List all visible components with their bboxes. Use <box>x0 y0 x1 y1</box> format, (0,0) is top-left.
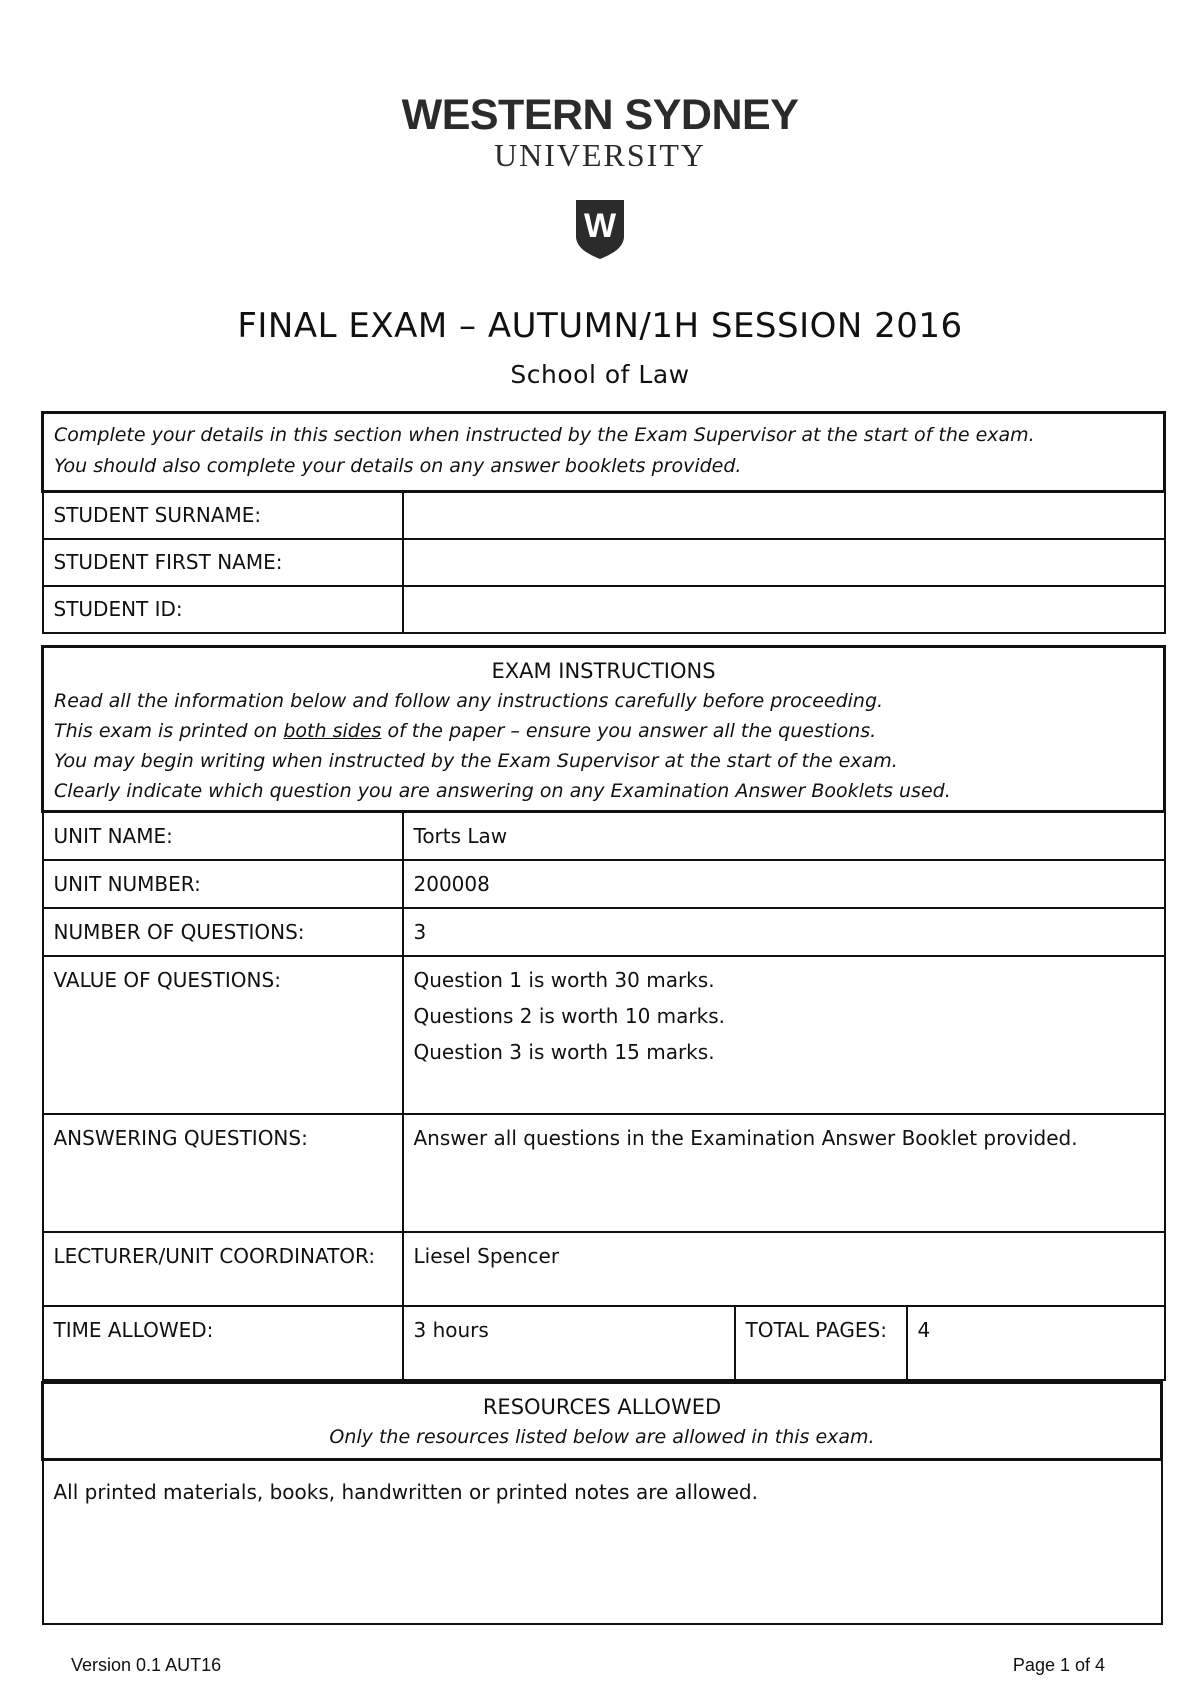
answering-label: ANSWERING QUESTIONS: <box>43 1114 403 1232</box>
unit-number-label: UNIT NUMBER: <box>43 860 403 908</box>
firstname-label: STUDENT FIRST NAME: <box>43 539 403 586</box>
details-intro-line1: Complete your details in this section when instructed by the Exam Supervisor at the start of the exam. <box>54 424 1035 446</box>
both-sides-emphasis: both sides <box>283 720 382 742</box>
instruction-line-2 <box>54 716 1153 746</box>
surname-field[interactable] <box>403 492 1165 540</box>
total-pages-value: 4 <box>907 1306 1165 1380</box>
surname-label: STUDENT SURNAME: <box>43 492 403 540</box>
crest-icon <box>574 198 626 260</box>
instructions-block <box>43 647 1165 812</box>
instruction-line-2-end: of the paper – ensure you answer all the questions. <box>381 720 877 742</box>
resources-subtitle: Only the resources listed below are allowed in this exam. <box>329 1426 875 1448</box>
lecturer-label: LECTURER/UNIT COORDINATOR: <box>43 1232 403 1306</box>
student-id-field[interactable] <box>403 586 1165 633</box>
instruction-line-1: Read all the information below and follow any instructions carefully before proceeding. <box>54 690 884 712</box>
instruction-line-4: Clearly indicate which question you are answering on any Examination Answer Booklets used. <box>54 780 951 802</box>
total-pages-label: TOTAL PAGES: <box>735 1306 907 1380</box>
time-allowed-value: 3 hours <box>403 1306 735 1380</box>
resources-body: All printed materials, books, handwritten or printed notes are allowed. <box>43 1460 1162 1625</box>
version-footer: Version 0.1 AUT16 <box>71 1655 222 1675</box>
instruction-line-2-start: This exam is printed on <box>54 720 284 742</box>
exam-instructions-table <box>41 645 1166 1381</box>
unit-name-value: Torts Law <box>403 812 1165 861</box>
logo-wordmark-line2: UNIVERSITY <box>494 137 706 173</box>
instruction-line-3: You may begin writing when instructed by the Exam Supervisor at the start of the exam. <box>54 750 898 772</box>
lecturer-value: Liesel Spencer <box>403 1232 1165 1306</box>
num-questions-label: NUMBER OF QUESTIONS: <box>43 908 403 956</box>
value-questions-label: VALUE OF QUESTIONS: <box>43 956 403 1114</box>
resources-table <box>41 1381 1163 1625</box>
resources-title: RESOURCES ALLOWED <box>482 1395 722 1419</box>
value-questions-list <box>403 956 1165 1114</box>
university-logo <box>0 92 1200 260</box>
question-value-3: Question 3 is worth 15 marks. <box>413 1040 715 1064</box>
unit-name-label: UNIT NAME: <box>43 812 403 861</box>
resources-header <box>43 1383 1162 1460</box>
time-allowed-label: TIME ALLOWED: <box>43 1306 403 1380</box>
crest-letter: W <box>583 207 617 245</box>
details-intro <box>43 413 1165 492</box>
page-number-footer: Page 1 of 4 <box>1012 1655 1105 1675</box>
exam-title: FINAL EXAM – AUTUMN/1H SESSION 2016 <box>237 306 963 346</box>
instructions-title: EXAM INSTRUCTIONS <box>491 659 716 683</box>
answering-value: Answer all questions in the Examination Answer Booklet provided. <box>403 1114 1165 1232</box>
details-intro-line2: You should also complete your details on any answer booklets provided. <box>54 455 742 477</box>
student-id-label: STUDENT ID: <box>43 586 403 633</box>
firstname-field[interactable] <box>403 539 1165 586</box>
question-value-2: Questions 2 is worth 10 marks. <box>413 1004 725 1028</box>
unit-number-value: 200008 <box>403 860 1165 908</box>
num-questions-value: 3 <box>403 908 1165 956</box>
school-name: School of Law <box>510 360 690 389</box>
student-details-table <box>41 411 1166 634</box>
logo-wordmark-line1: WESTERN SYDNEY <box>401 91 799 139</box>
question-value-1: Question 1 is worth 30 marks. <box>413 968 715 992</box>
